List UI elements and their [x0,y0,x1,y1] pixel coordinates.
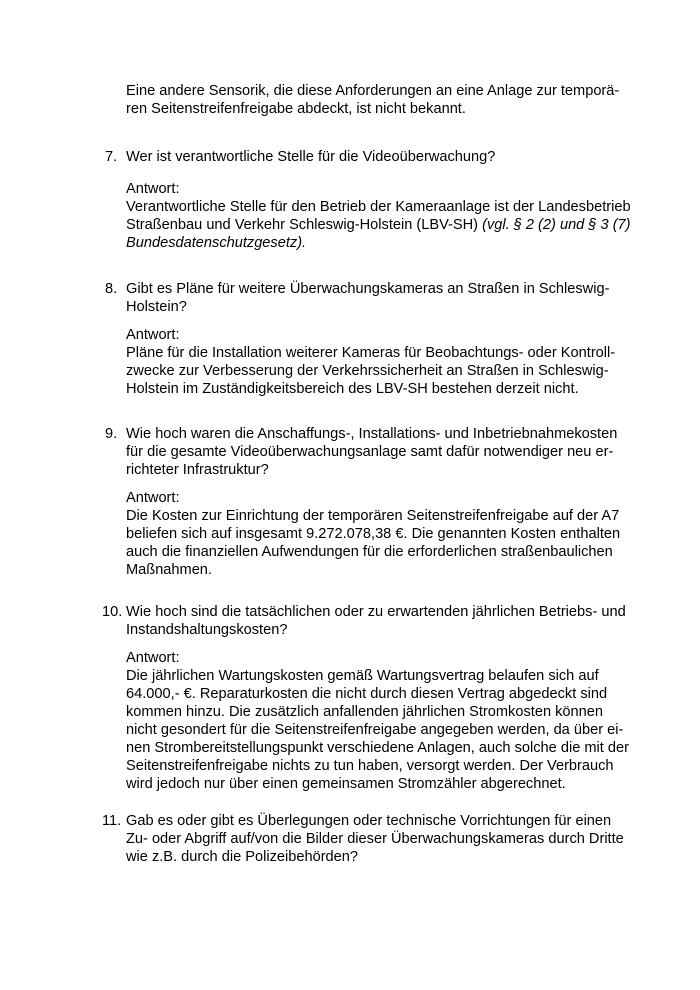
question-line: Gibt es Pläne für weitere Überwachungskameras an Straßen in Schleswig- [126,281,610,297]
question-number: 8. [105,281,118,297]
question-line: Wie hoch waren die Anschaffungs-, Installations- und Inbetriebnahmekosten [126,426,618,442]
intro-paragraph [126,82,626,118]
answer-line: Verantwortliche Stelle für den Betrieb der Kameraanlage ist der Landesbetrieb [126,199,631,215]
answer-label: Antwort: [126,327,180,343]
question-line: wie z.B. durch die Polizeibehörden? [126,849,359,865]
answer-line: kommen hinzu. Die zusätzlich anfallenden jährlichen Stromkosten können [126,704,603,720]
intro-line: ren Seitenstreifenfreigabe abdeckt, ist nicht bekannt. [126,101,466,117]
answer-line: Die Kosten zur Einrichtung der temporären Seitenstreifenfreigabe auf der A7 [126,508,620,524]
legal-reference: Bundesdatenschutzgesetz). [126,235,307,251]
answer-line: auch die finanziellen Aufwendungen für die erforderlichen straßenbaulichen [126,544,613,560]
answer-line: Maßnahmen. [126,562,212,578]
question-9 [126,425,626,479]
answer-line [126,216,631,234]
question-8 [126,280,626,316]
question-number: 10. [102,604,123,620]
answer-label: Antwort: [126,181,180,197]
question-number: 11. [102,813,122,829]
question-line: Gab es oder gibt es Überlegungen oder technische Vorrichtungen für einen [126,813,612,829]
question-10 [126,603,626,639]
answer-text: Straßenbau und Verkehr Schleswig-Holstein (LBV-SH) [126,217,483,233]
answer-line: nicht gesondert für die Seitenstreifenfreigabe angegeben werden, da über ei- [126,722,624,738]
question-number: 7. [105,149,118,165]
question-line: richteter Infrastruktur? [126,462,269,478]
legal-reference: (vgl. § 2 (2) und § 3 (7) [482,217,631,233]
answer-7 [126,180,631,252]
question-11 [126,812,626,866]
question-number: 9. [105,426,118,442]
answer-line: zwecke zur Verbesserung der Verkehrssicherheit an Straßen in Schleswig- [126,363,609,379]
answer-line: Die jährlichen Wartungskosten gemäß Wartungsvertrag belaufen sich auf [126,668,599,684]
question-line: Zu- oder Abgriff auf/von die Bilder dieser Überwachungskameras durch Dritte [126,831,624,847]
question-line: Holstein? [126,299,187,315]
answer-line: beliefen sich auf insgesamt 9.272.078,38 €. Die genannten Kosten enthalten [126,526,621,542]
question-line: für die gesamte Videoüberwachungsanlage samt dafür notwendiger neu er- [126,444,614,460]
question-7 [126,148,626,166]
question-line: Instandshaltungskosten? [126,622,288,638]
answer-10 [126,649,629,793]
answer-8 [126,326,626,398]
answer-line: Pläne für die Installation weiterer Kameras für Beobachtungs- oder Kontroll- [126,345,616,361]
answer-line: nen Strombereitstellungspunkt verschiedene Anlagen, auch solche die mit der [126,740,629,756]
answer-line: wird jedoch nur über einen gemeinsamen Stromzähler abgerechnet. [126,776,566,792]
question-line: Wer ist verantwortliche Stelle für die Videoüberwachung? [126,149,496,165]
answer-line: 64.000,- €. Reparaturkosten die nicht durch diesen Vertrag abgedeckt sind [126,686,608,702]
intro-line: Eine andere Sensorik, die diese Anforderungen an eine Anlage zur temporä- [126,83,620,99]
answer-label: Antwort: [126,490,180,506]
answer-line: Holstein im Zuständigkeitsbereich des LBV-SH bestehen derzeit nicht. [126,381,579,397]
answer-9 [126,489,626,579]
answer-label: Antwort: [126,650,180,666]
question-line: Wie hoch sind die tatsächlichen oder zu erwartenden jährlichen Betriebs- und [126,604,626,620]
answer-line: Seitenstreifenfreigabe nichts zu tun haben, versorgt werden. Der Verbrauch [126,758,614,774]
